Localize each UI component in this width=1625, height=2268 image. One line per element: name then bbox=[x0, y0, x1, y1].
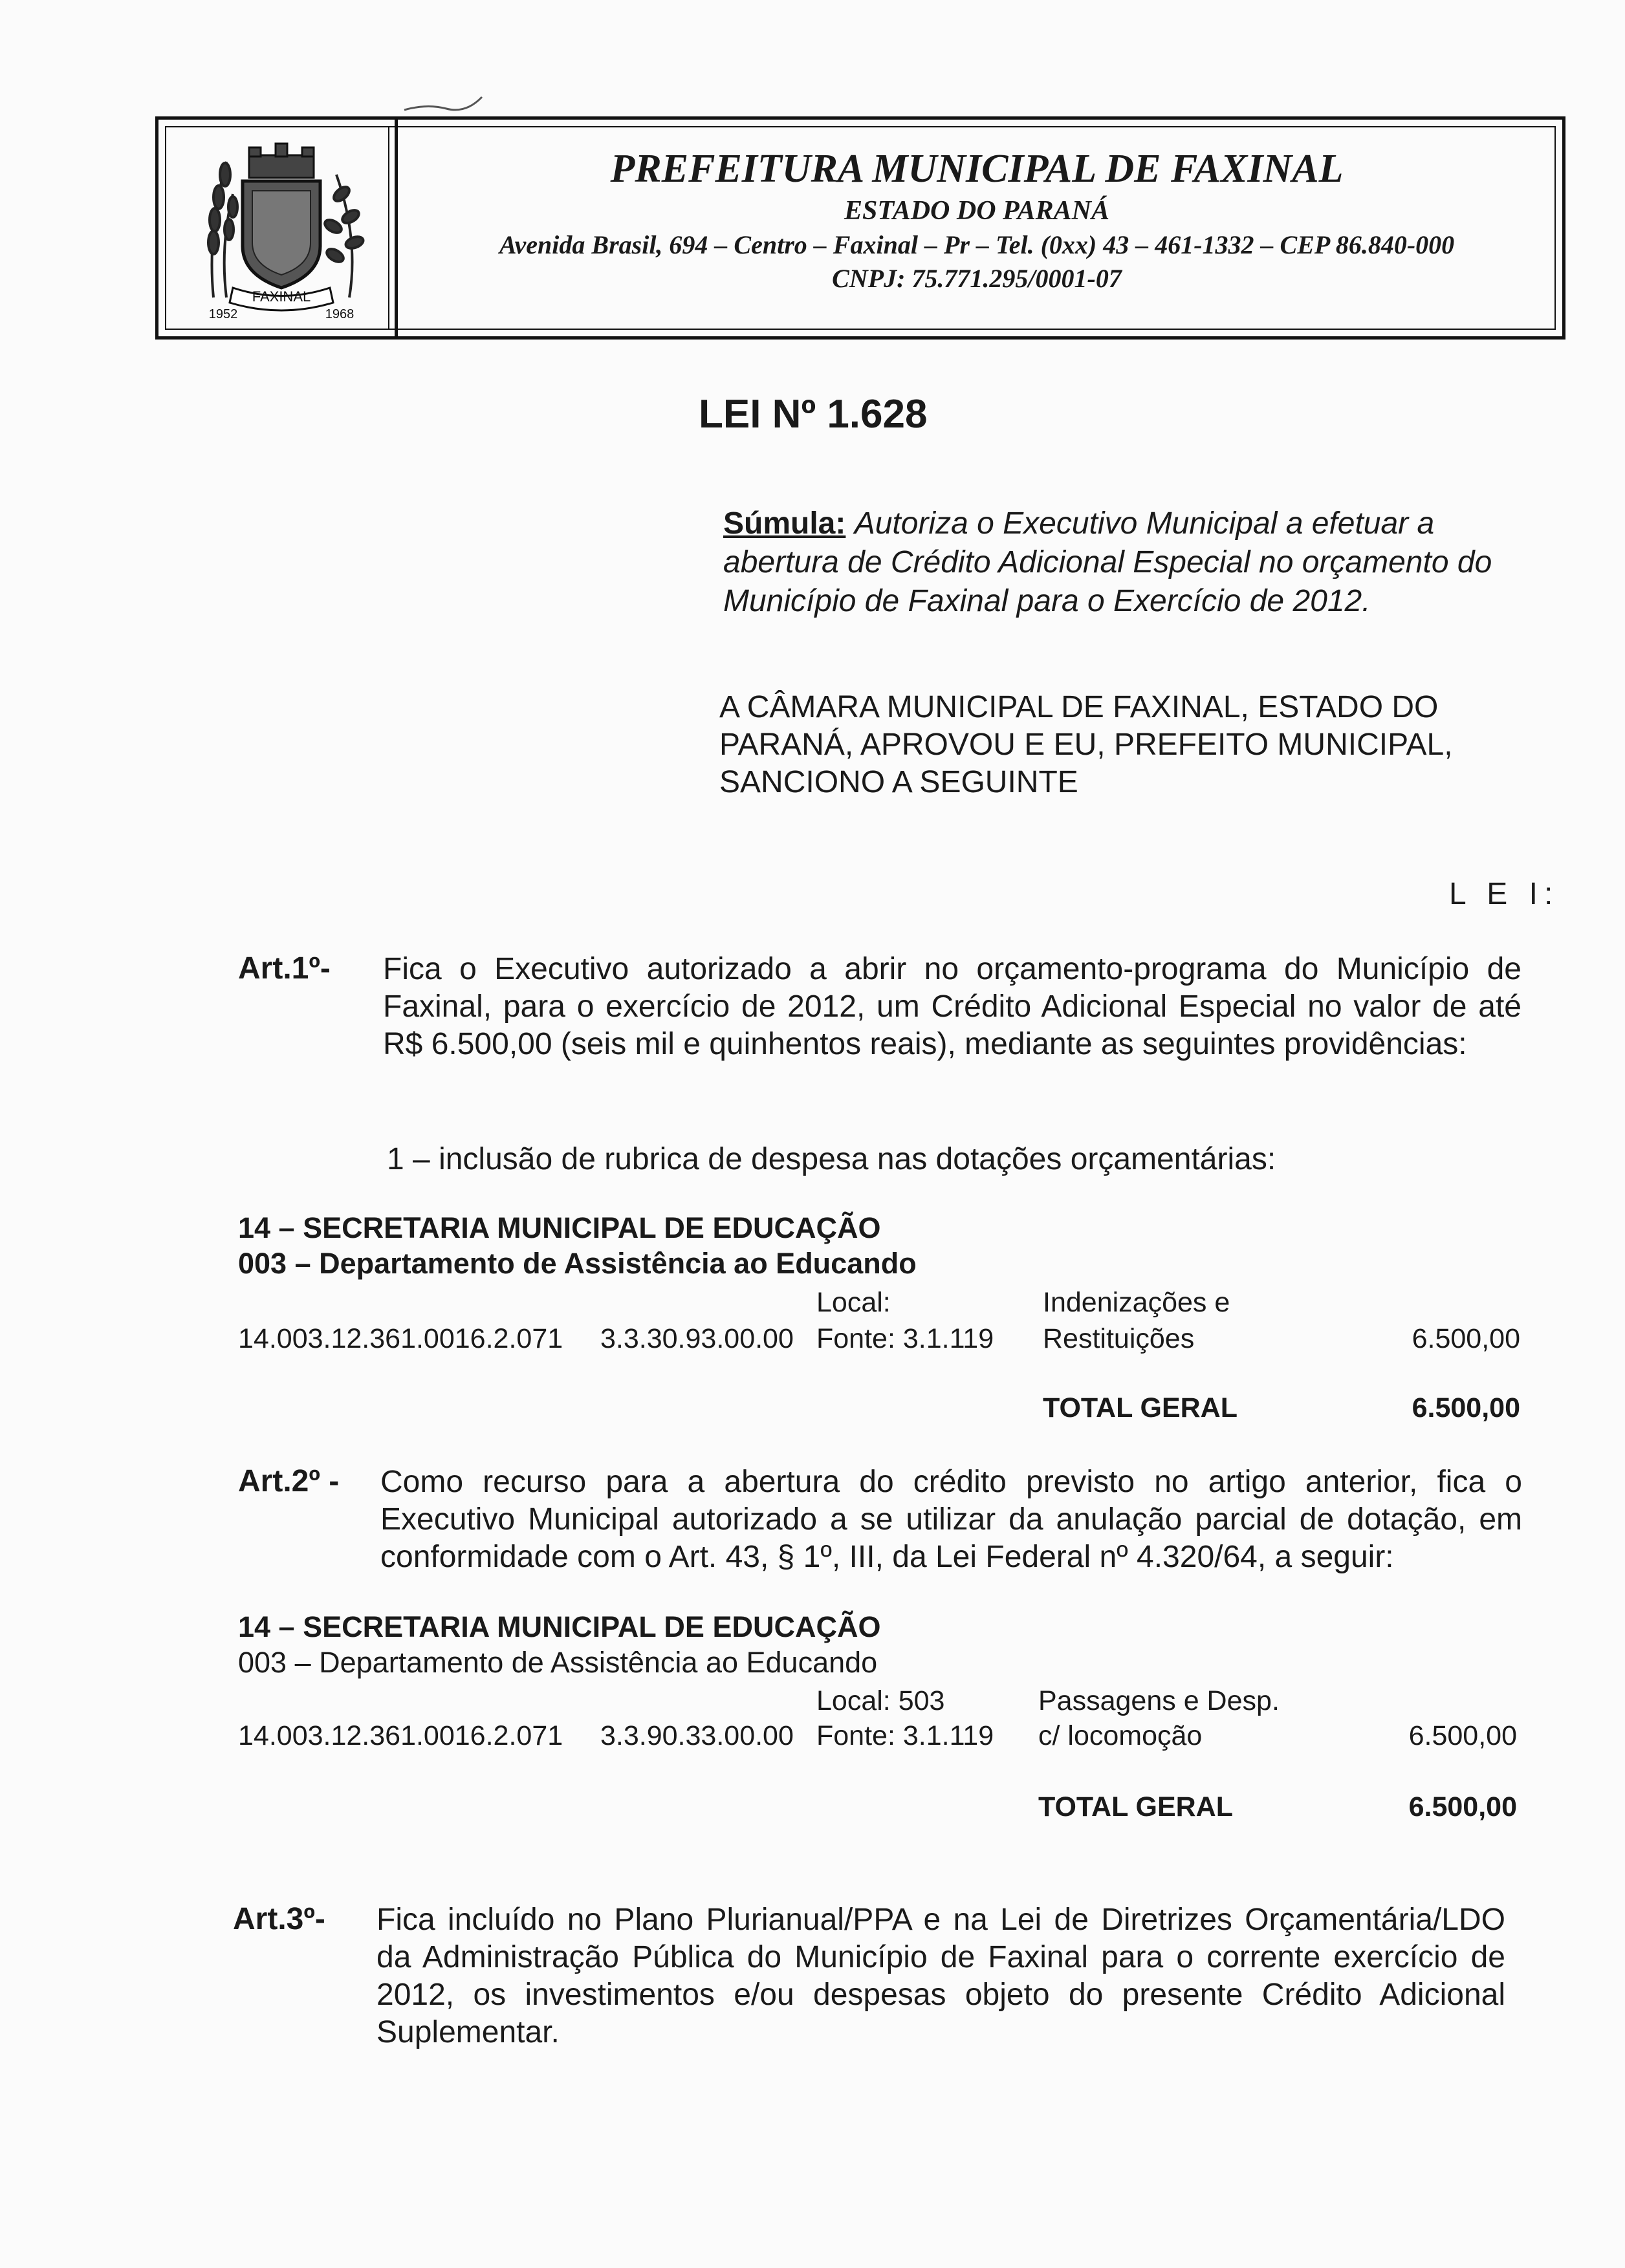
block1-fonte: Fonte: 3.1.119 bbox=[816, 1323, 994, 1354]
block1-descricao-2: Restituições bbox=[1043, 1323, 1195, 1354]
art1-text: Fica o Executivo autorizado a abrir no orçamento-programa do Município de Faxinal, para o exercício de 2012, um Crédito Adicional Especial no valor de até R$ 6.500,00 (seis mil e quinhentos reais), mediante as seguintes providências: bbox=[383, 952, 1521, 1061]
state-line: ESTADO DO PARANÁ bbox=[844, 196, 1109, 226]
sumula-label: Súmula: bbox=[723, 506, 846, 541]
block1-departamento: 003 – Departamento de Assistência ao Educando bbox=[238, 1247, 917, 1280]
art2-text: Como recurso para a abertura do crédito previsto no artigo anterior, fica o Executivo Municipal autorizado a se utilizar da anulação parcial de dotação, em conformidade com o Art. 43, § 1º, III, da Lei Federal nº 4.320/64, a seguir: bbox=[380, 1465, 1522, 1574]
cnpj-line: CNPJ: 75.771.295/0001-07 bbox=[832, 264, 1122, 293]
block1-total-label: TOTAL GERAL bbox=[1043, 1392, 1238, 1423]
block2-departamento: 003 – Departamento de Assistência ao Educando bbox=[238, 1646, 878, 1679]
block2-descricao-2: c/ locomoção bbox=[1038, 1720, 1203, 1751]
block1-elemento: 3.3.30.93.00.00 bbox=[600, 1323, 794, 1354]
block1-secretaria: 14 – SECRETARIA MUNICIPAL DE EDUCAÇÃO bbox=[238, 1211, 881, 1244]
crest-year-right: 1968 bbox=[325, 307, 354, 321]
block2-total-label: TOTAL GERAL bbox=[1038, 1791, 1233, 1822]
sumula-text: Autoriza o Executivo Municipal a efetuar a abertura de Crédito Adicional Especial no orçamento do Município de Faxinal para o Exercício de 2012. bbox=[723, 506, 1492, 618]
block2-valor: 6.500,00 bbox=[1408, 1720, 1517, 1751]
lei-label: L E I: bbox=[1449, 877, 1560, 911]
preamble: A CÂMARA MUNICIPAL DE FAXINAL, ESTADO DO PARANÁ, APROVOU E EU, PREFEITO MUNICIPAL, SANCIONO A SEGUINTE bbox=[719, 690, 1453, 799]
municipal-crest-icon bbox=[188, 136, 375, 323]
crest-cell bbox=[158, 120, 398, 336]
block2-total-valor: 6.500,00 bbox=[1408, 1791, 1517, 1822]
art1-label: Art.1º- bbox=[238, 951, 331, 986]
block2-dotacao: 14.003.12.361.0016.2.071 bbox=[238, 1720, 563, 1751]
block1-valor: 6.500,00 bbox=[1412, 1323, 1520, 1354]
art2-label: Art.2º - bbox=[238, 1464, 340, 1498]
block2-descricao-1: Passagens e Desp. bbox=[1038, 1685, 1280, 1716]
art3-label: Art.3º- bbox=[233, 1902, 325, 1936]
block1-dotacao: 14.003.12.361.0016.2.071 bbox=[238, 1323, 563, 1354]
block2-fonte: Fonte: 3.1.119 bbox=[816, 1720, 994, 1751]
prefeitura-title: PREFEITURA MUNICIPAL DE FAXINAL bbox=[610, 147, 1344, 191]
art1-item: 1 – inclusão de rubrica de despesa nas dotações orçamentárias: bbox=[387, 1142, 1276, 1176]
block2-elemento: 3.3.90.33.00.00 bbox=[600, 1720, 794, 1751]
crest-year-left: 1952 bbox=[208, 307, 238, 321]
block1-descricao-1: Indenizações e bbox=[1043, 1287, 1230, 1318]
block2-local: Local: 503 bbox=[816, 1685, 945, 1716]
block1-total-valor: 6.500,00 bbox=[1412, 1392, 1520, 1423]
law-title: LEI Nº 1.628 bbox=[699, 392, 928, 437]
art3-text: Fica incluído no Plano Plurianual/PPA e na Lei de Diretrizes Orçamentária/LDO da Administração Pública do Município de Faxinal para o corrente exercício de 2012, os investimentos e/ou despesas objeto do presente Crédito Adicional Suplementar. bbox=[376, 1903, 1505, 2049]
staple-mark bbox=[401, 91, 485, 116]
address-line: Avenida Brasil, 694 – Centro – Faxinal – Pr – Tel. (0xx) 43 – 461-1332 – CEP 86.840-000 bbox=[499, 230, 1455, 259]
sumula bbox=[723, 504, 1525, 621]
block2-secretaria: 14 – SECRETARIA MUNICIPAL DE EDUCAÇÃO bbox=[238, 1610, 881, 1643]
crest-ribbon-text: FAXINAL bbox=[252, 288, 311, 305]
letterhead bbox=[155, 116, 1565, 340]
block1-local: Local: bbox=[816, 1287, 891, 1318]
letterhead-text bbox=[404, 144, 1549, 296]
